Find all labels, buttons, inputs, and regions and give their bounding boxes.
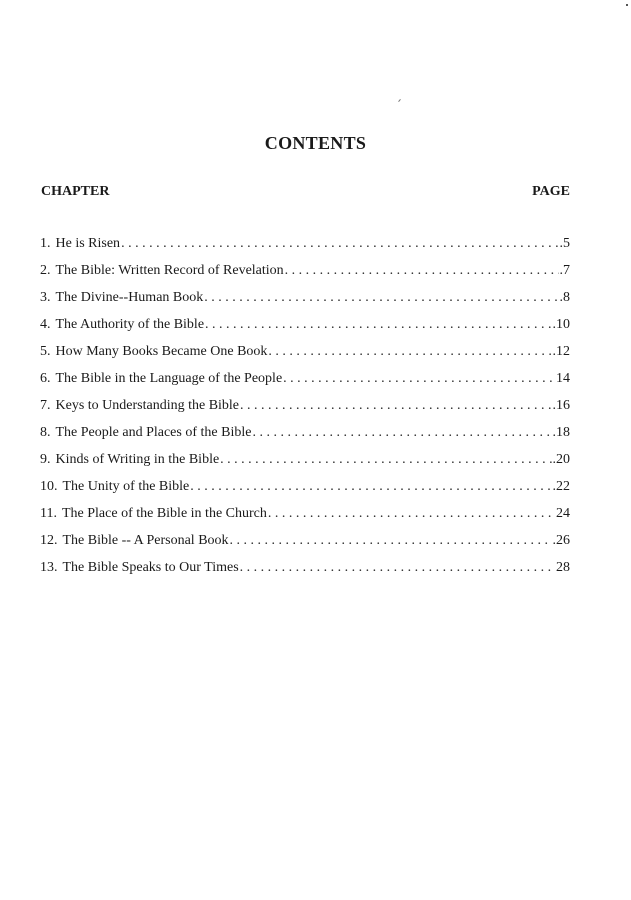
- entry-number: 6.: [40, 371, 51, 386]
- toc-entry: [40, 317, 570, 344]
- toc-entry: [40, 263, 570, 290]
- entry-number: 4.: [40, 317, 51, 332]
- entry-number: 8.: [40, 425, 51, 440]
- toc-entry: [40, 398, 570, 425]
- entry-title: He is Risen: [55, 236, 121, 251]
- entry-page: .22: [552, 479, 570, 494]
- entry-number: 9.: [40, 452, 51, 467]
- dot-leader: [285, 263, 559, 279]
- entry-title: The Unity of the Bible: [62, 479, 190, 494]
- entry-page: .10: [552, 317, 570, 332]
- entry-number: 1.: [40, 236, 51, 251]
- dot-leader: [240, 560, 555, 576]
- entry-title: The Bible: Written Record of Revelation: [55, 263, 284, 278]
- entry-page: .8: [559, 290, 570, 305]
- entry-number: 3.: [40, 290, 51, 305]
- scan-speck: [626, 4, 628, 6]
- entry-title: The People and Places of the Bible: [55, 425, 252, 440]
- toc-entry: [40, 533, 570, 560]
- entry-page: .18: [552, 425, 570, 440]
- dot-leader: [204, 290, 558, 306]
- entry-number: 11.: [40, 506, 57, 521]
- page-column-header: PAGE: [532, 184, 570, 199]
- entry-title: The Bible -- A Personal Book: [62, 533, 229, 548]
- entry-number: 5.: [40, 344, 51, 359]
- entry-title: The Divine--Human Book: [55, 290, 204, 305]
- dot-leader: [220, 452, 551, 468]
- dot-leader: [268, 344, 551, 360]
- toc-entry: [40, 560, 570, 587]
- dot-leader: [121, 236, 558, 252]
- dot-leader: [190, 479, 551, 495]
- page-title: CONTENTS: [264, 133, 367, 153]
- entry-page: 24: [556, 506, 570, 521]
- toc-entry: [40, 344, 570, 371]
- dot-leader: [230, 533, 552, 549]
- entry-page: .7: [559, 263, 570, 278]
- entry-title: How Many Books Became One Book: [55, 344, 268, 359]
- entry-title: The Place of the Bible in the Church: [61, 506, 267, 521]
- table-of-contents: [40, 236, 570, 587]
- dot-leader: [240, 398, 551, 414]
- chapter-column-header: CHAPTER: [41, 184, 110, 199]
- entry-page: .16: [552, 398, 570, 413]
- entry-page: .12: [552, 344, 570, 359]
- entry-title: The Bible Speaks to Our Times: [62, 560, 239, 575]
- entry-page: .20: [552, 452, 570, 467]
- toc-entry: [40, 371, 570, 398]
- entry-number: 12.: [40, 533, 58, 548]
- dot-leader: [205, 317, 551, 333]
- entry-page: .5: [559, 236, 570, 251]
- toc-entry: [40, 506, 570, 533]
- toc-entry: [40, 290, 570, 317]
- toc-entry: [40, 425, 570, 452]
- entry-number: 13.: [40, 560, 58, 575]
- entry-title: Kinds of Writing in the Bible: [55, 452, 220, 467]
- entry-page: 14: [556, 371, 570, 386]
- toc-entry: [40, 479, 570, 506]
- dot-leader: [252, 425, 551, 441]
- toc-entry: [40, 452, 570, 479]
- entry-title: The Bible in the Language of the People: [55, 371, 283, 386]
- entry-page: .26: [552, 533, 570, 548]
- entry-title: Keys to Understanding the Bible: [55, 398, 240, 413]
- scan-speck: [398, 99, 401, 102]
- entry-number: 2.: [40, 263, 51, 278]
- entry-number: 10.: [40, 479, 58, 494]
- entry-page: 28: [556, 560, 570, 575]
- entry-title: The Authority of the Bible: [55, 317, 205, 332]
- toc-entry: [40, 236, 570, 263]
- dot-leader: [283, 371, 555, 387]
- dot-leader: [268, 506, 555, 522]
- entry-number: 7.: [40, 398, 51, 413]
